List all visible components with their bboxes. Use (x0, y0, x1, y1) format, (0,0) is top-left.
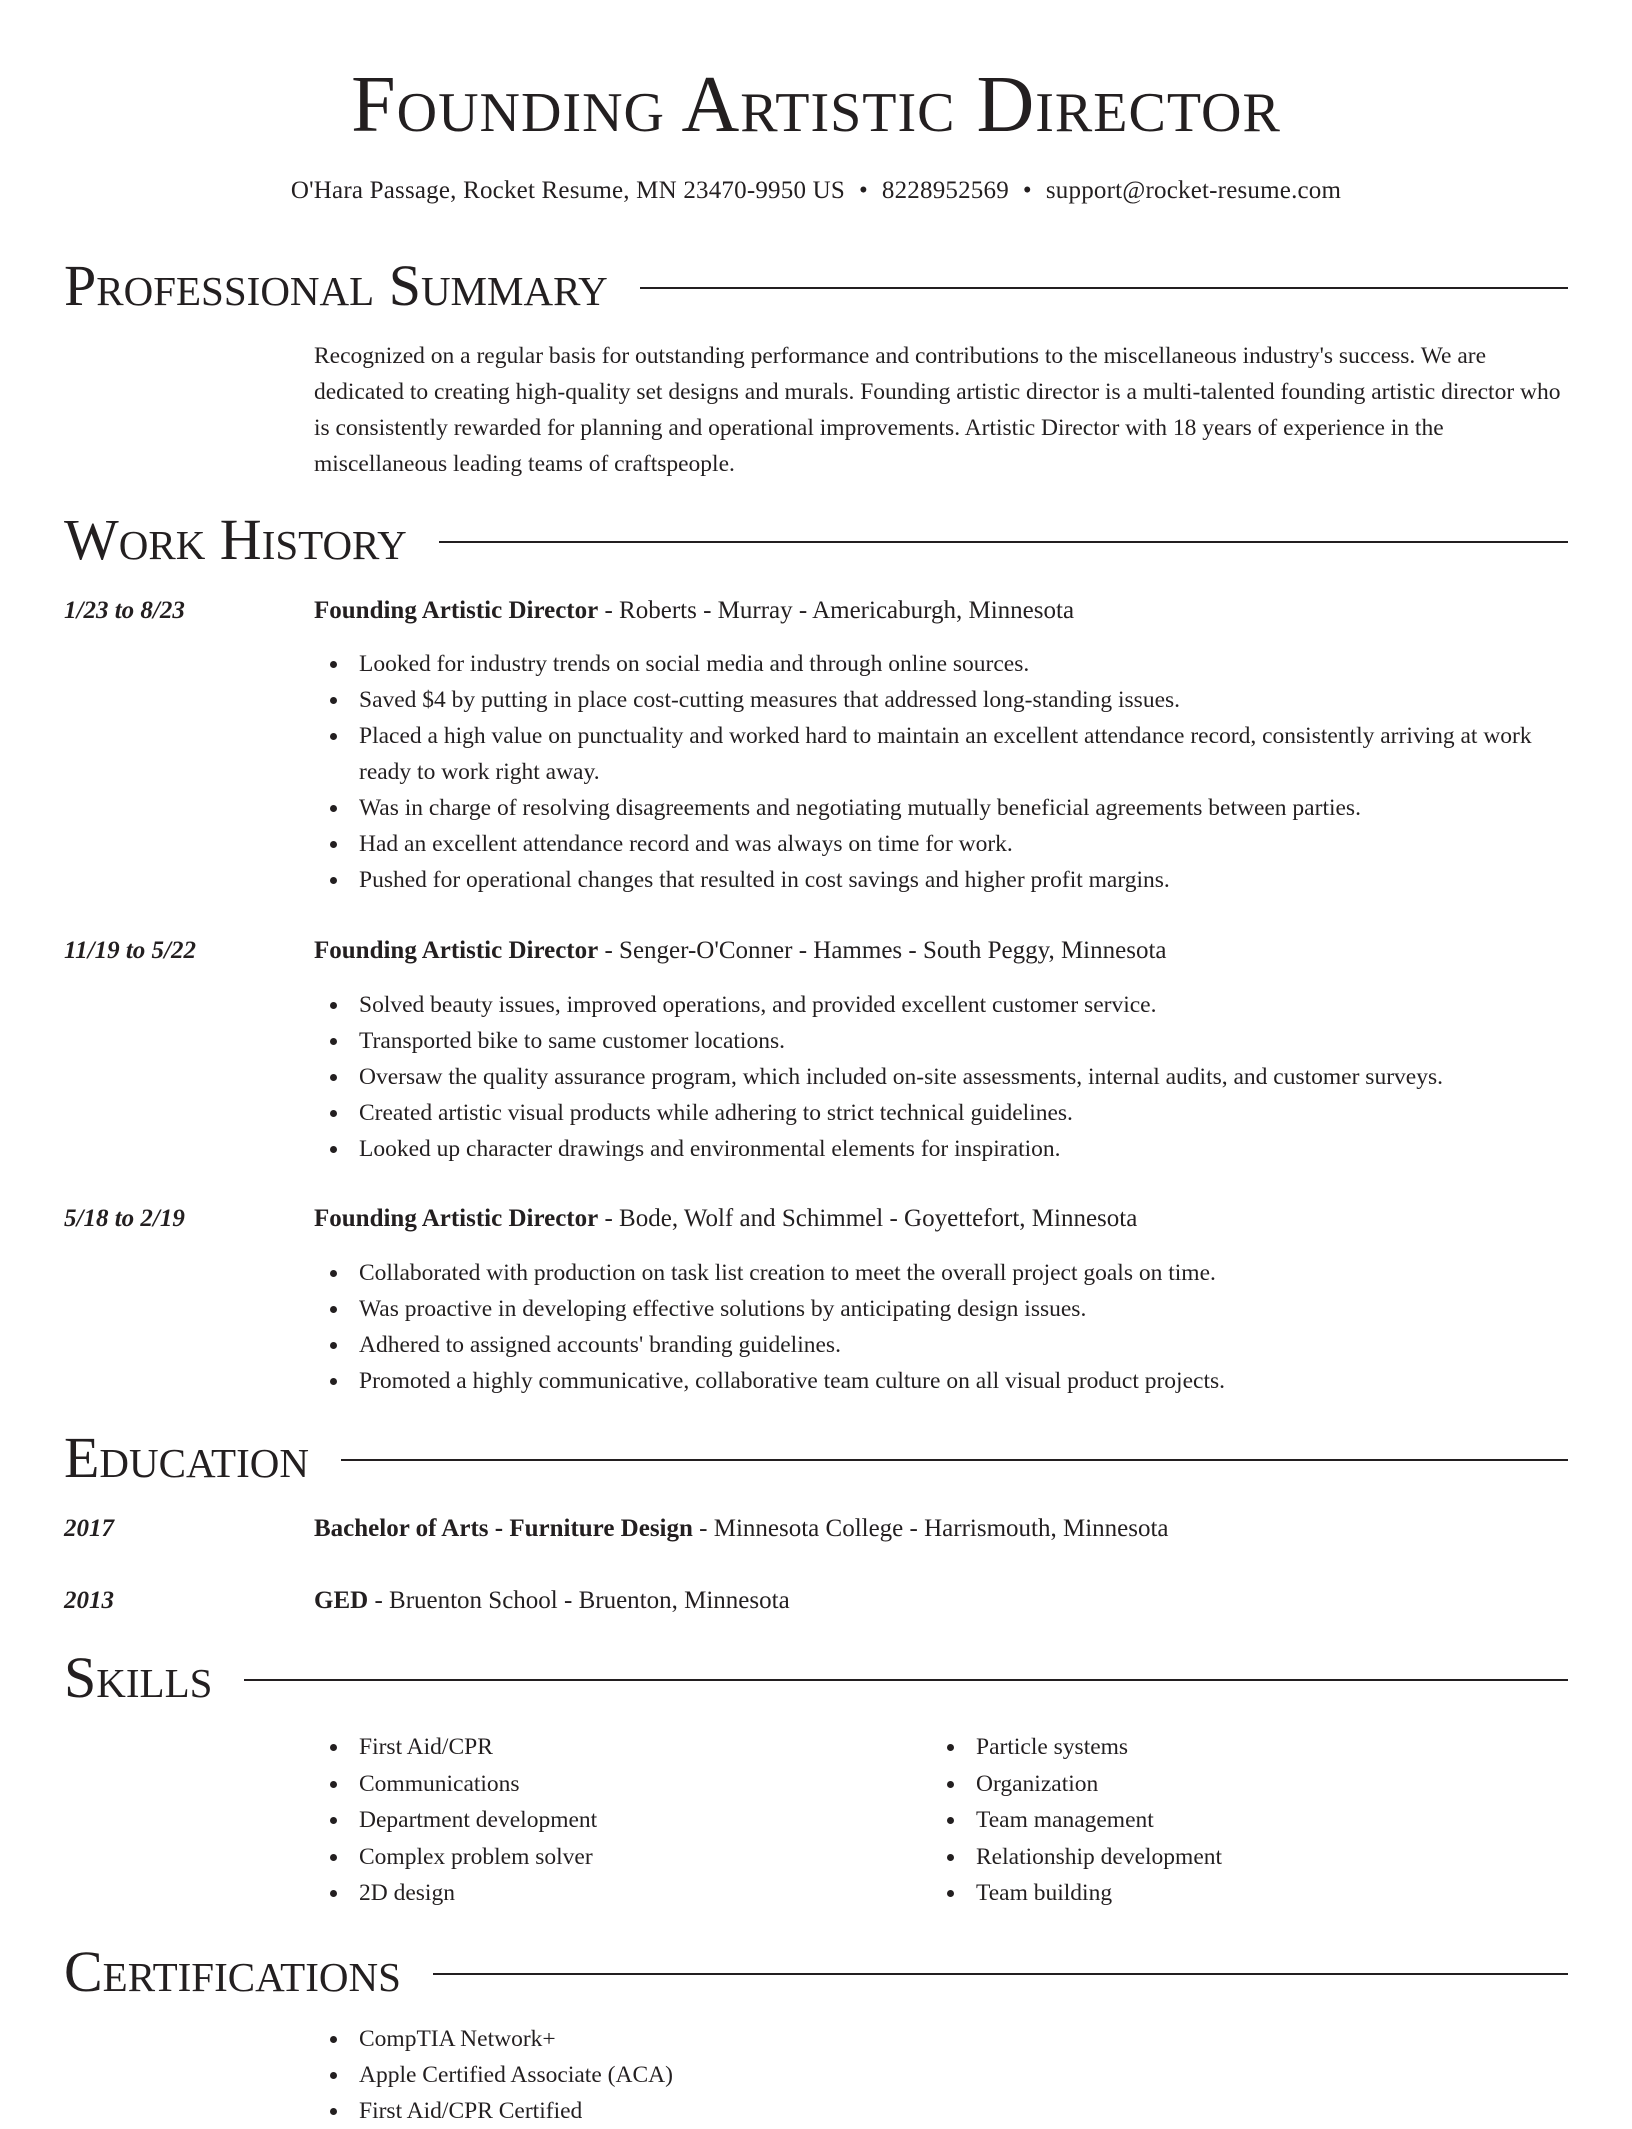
job-employer: - Roberts - Murray - Americaburgh, Minnesota (598, 597, 1075, 624)
list-item: Had an excellent attendance record and was always on time for work. (314, 826, 1568, 862)
section-title: Education (64, 1425, 309, 1490)
certification-item: CompTIA Network+ (314, 2021, 1568, 2057)
list-item: Solved beauty issues, improved operations, and provided excellent customer service. (314, 987, 1568, 1023)
list-item: Oversaw the quality assurance program, which included on-site assessments, internal audits, and customer surveys. (314, 1059, 1568, 1095)
job-bullets (314, 1255, 1568, 1399)
section-heading-skills (64, 1646, 1568, 1710)
skill-item: Organization (931, 1766, 1531, 1803)
contact-separator: • (1022, 177, 1032, 204)
list-item: Promoted a highly communicative, collaborative team culture on all visual product projects. (314, 1363, 1568, 1399)
education-school: - Bruenton School - Bruenton, Minnesota (368, 1587, 790, 1614)
contact-phone: 8228952569 (881, 177, 1009, 204)
list-item: Was in charge of resolving disagreements and negotiating mutually beneficial agreements between parties. (314, 790, 1568, 826)
contact-line (0, 176, 1632, 206)
list-item: Saved $4 by putting in place cost-cutting measures that addressed long-standing issues. (314, 682, 1568, 718)
education-year: 2013 (64, 1587, 114, 1614)
list-item: Adhered to assigned accounts' branding guidelines. (314, 1327, 1568, 1363)
list-item: Looked for industry trends on social media and through online sources. (314, 646, 1568, 682)
section-divider (433, 1973, 1568, 1975)
skill-item: 2D design (314, 1875, 914, 1912)
skills-list-right (931, 1729, 1531, 1912)
contact-address: O'Hara Passage, Rocket Resume, MN 23470-9950 US (290, 177, 845, 204)
list-item: Was proactive in developing effective solutions by anticipating design issues. (314, 1291, 1568, 1327)
job-title: Founding Artistic Director (314, 937, 599, 964)
summary-text: Recognized on a regular basis for outstanding performance and contributions to the miscellaneous industry's success. We are dedicated to creating high-quality set designs and murals. Founding artistic director is a multi-talented founding artistic director who is consistently rewarded for planning and operational improvements. Artistic Director with 18 years of experience in the miscellaneous leading teams of craftspeople. (314, 343, 1561, 477)
certification-item: First Aid/CPR Certified (314, 2093, 1568, 2129)
section-heading-certifications (64, 1940, 1568, 2004)
candidate-name: Founding Artistic Director (351, 61, 1281, 149)
skill-item: Department development (314, 1802, 914, 1839)
section-heading-summary (64, 254, 1568, 318)
job-bullets (314, 987, 1568, 1167)
skills-list-left (314, 1729, 914, 1912)
education-year: 2017 (64, 1515, 114, 1542)
section-title: Professional Summary (64, 253, 608, 318)
job-employer: - Senger-O'Conner - Hammes - South Peggy, Minnesota (598, 937, 1167, 964)
list-item: Collaborated with production on task list creation to meet the overall project goals on time. (314, 1255, 1568, 1291)
skill-item: Relationship development (931, 1839, 1531, 1876)
section-divider (341, 1459, 1568, 1461)
certification-item: Apple Certified Associate (ACA) (314, 2057, 1568, 2093)
list-item: Transported bike to same customer locations. (314, 1023, 1568, 1059)
skill-item: Team building (931, 1875, 1531, 1912)
education-degree: GED (314, 1587, 369, 1614)
section-heading-work-history (64, 508, 1568, 572)
section-title: Work History (64, 507, 407, 572)
education-line (314, 1586, 790, 1616)
job-dates: 1/23 to 8/23 (64, 597, 185, 624)
list-item: Created artistic visual products while adhering to strict technical guidelines. (314, 1095, 1568, 1131)
job-title: Founding Artistic Director (314, 597, 599, 624)
education-school: - Minnesota College - Harrismouth, Minnesota (692, 1515, 1169, 1542)
skill-item: Complex problem solver (314, 1839, 914, 1876)
section-heading-education (64, 1426, 1568, 1490)
list-item: Looked up character drawings and environmental elements for inspiration. (314, 1131, 1568, 1167)
section-divider (439, 541, 1568, 543)
job-employer: - Bode, Wolf and Schimmel - Goyettefort, Minnesota (598, 1205, 1138, 1232)
section-title: Skills (64, 1645, 213, 1710)
job-bullets (314, 646, 1568, 898)
skill-item: First Aid/CPR (314, 1729, 914, 1766)
certifications-list (314, 2021, 1568, 2129)
section-divider (640, 287, 1568, 289)
section-divider (244, 1679, 1568, 1681)
section-title: Certifications (64, 1939, 401, 2004)
job-title-line (314, 1204, 1137, 1234)
skill-item: Communications (314, 1766, 914, 1803)
job-title: Founding Artistic Director (314, 1205, 599, 1232)
skill-item: Particle systems (931, 1729, 1531, 1766)
job-dates: 11/19 to 5/22 (64, 937, 196, 964)
list-item: Placed a high value on punctuality and worked hard to maintain an excellent attendance record, consistently arriving at work ready to work right away. (314, 718, 1568, 790)
education-line (314, 1514, 1169, 1544)
job-title-line (314, 596, 1074, 626)
list-item: Pushed for operational changes that resulted in cost savings and higher profit margins. (314, 862, 1568, 898)
education-degree: Bachelor of Arts - Furniture Design (314, 1515, 693, 1542)
skill-item: Team management (931, 1802, 1531, 1839)
job-dates: 5/18 to 2/19 (64, 1205, 185, 1232)
job-title-line (314, 936, 1167, 966)
contact-separator: • (858, 177, 868, 204)
contact-email: support@rocket-resume.com (1045, 177, 1342, 204)
